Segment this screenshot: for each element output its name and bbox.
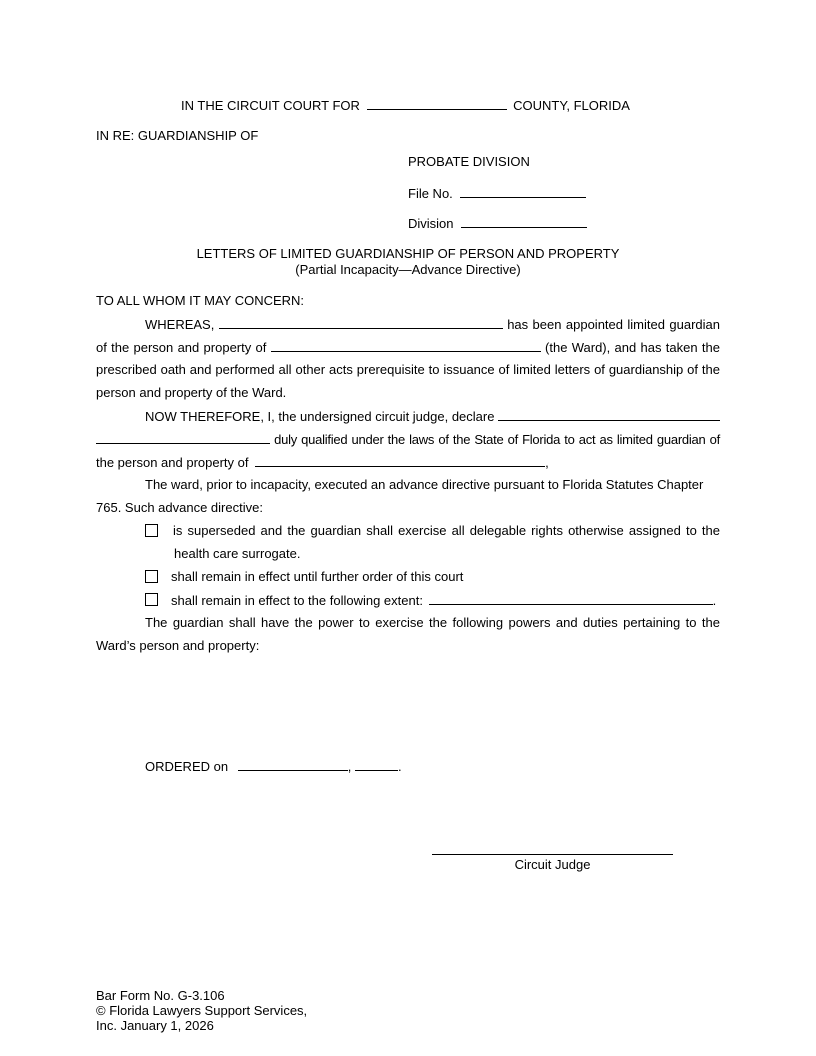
ward-name-blank-2[interactable] <box>255 454 545 467</box>
ordered-on-line <box>145 758 402 775</box>
in-re-label: IN RE: GUARDIANSHIP OF <box>96 128 259 143</box>
order-comma: , <box>347 759 355 774</box>
county-blank[interactable] <box>367 97 507 110</box>
circuit-judge-label: Circuit Judge <box>514 857 591 872</box>
whereas-end: has been appointed limited guardian <box>507 317 720 332</box>
guardian-name-blank[interactable] <box>219 316 503 329</box>
court-heading <box>181 97 630 114</box>
such-directive-line: 765. Such advance directive: <box>96 500 263 515</box>
duly-qualified-text: duly qualified under the laws of the State of Florida to act as limited guardian of <box>274 432 720 447</box>
comma: , <box>545 455 549 470</box>
court-prefix: IN THE CIRCUIT COURT FOR <box>181 98 360 113</box>
document-subtitle: (Partial Incapacity—Advance Directive) <box>295 262 521 277</box>
of-person-end: (the Ward), and has taken the <box>545 340 720 355</box>
ward-prior-line: The ward, prior to incapacity, executed an advance directive pursuant to Florida Statutes Chapter <box>145 477 704 492</box>
division-row <box>408 215 587 232</box>
now-therefore-text: NOW THEREFORE, I, the undersigned circuit judge, declare <box>145 409 495 424</box>
of-person-line <box>96 339 720 356</box>
file-no-label: File No. <box>408 186 453 201</box>
order-date-blank[interactable] <box>238 758 348 771</box>
period: . <box>712 593 717 608</box>
of-person-start: of the person and property of <box>96 340 267 355</box>
judge-signature-line[interactable] <box>432 854 673 855</box>
the-person-of-line <box>96 454 549 471</box>
option2-text: shall remain in effect until further order of this court <box>171 569 464 584</box>
file-no-row <box>408 185 586 202</box>
duly-qualified-line <box>96 431 720 448</box>
declare-blank-continued[interactable] <box>96 431 270 444</box>
order-year-blank[interactable] <box>355 758 398 771</box>
salutation: TO ALL WHOM IT MAY CONCERN: <box>96 293 305 308</box>
division-blank[interactable] <box>461 215 587 228</box>
county-suffix: COUNTY, FLORIDA <box>513 98 630 113</box>
bar-form-number: Bar Form No. G-3.106 <box>96 988 225 1003</box>
document-title: LETTERS OF LIMITED GUARDIANSHIP OF PERSON AND PROPERTY <box>196 246 620 261</box>
ward-name-blank[interactable] <box>271 339 541 352</box>
remain-to-extent-checkbox[interactable] <box>145 593 158 606</box>
whereas-line <box>145 316 720 333</box>
footer-date-line: Inc. January 1, 2026 <box>96 1018 214 1033</box>
now-therefore-line <box>145 408 720 425</box>
remain-until-order-checkbox[interactable] <box>145 570 158 583</box>
order-period: . <box>397 759 402 774</box>
declare-blank[interactable] <box>498 408 720 421</box>
powers-line2: Ward’s person and property: <box>96 638 260 653</box>
person-property-line: person and property of the Ward. <box>96 385 287 400</box>
division-label: Division <box>408 216 454 231</box>
option3-text: shall remain in effect to the following extent: <box>171 593 423 608</box>
file-no-blank[interactable] <box>460 185 586 198</box>
powers-line1: The guardian shall have the power to exercise the following powers and duties pertaining to the <box>145 615 720 630</box>
superseded-checkbox[interactable] <box>145 524 158 537</box>
prescribed-line: prescribed oath and performed all other acts prerequisite to issuance of limited letters of guardianship of the <box>96 362 720 377</box>
the-person-of-text: the person and property of <box>96 455 249 470</box>
option3-line <box>171 592 716 609</box>
probate-division: PROBATE DIVISION <box>408 154 530 169</box>
copyright-line: © Florida Lawyers Support Services, <box>96 1003 308 1018</box>
extent-blank[interactable] <box>429 592 713 605</box>
whereas-start: WHEREAS, <box>145 317 215 332</box>
option1-line2: health care surrogate. <box>174 546 301 561</box>
ordered-on-text: ORDERED on <box>145 759 229 774</box>
option1-line1: is superseded and the guardian shall exercise all delegable rights otherwise assigned to the <box>173 523 720 538</box>
